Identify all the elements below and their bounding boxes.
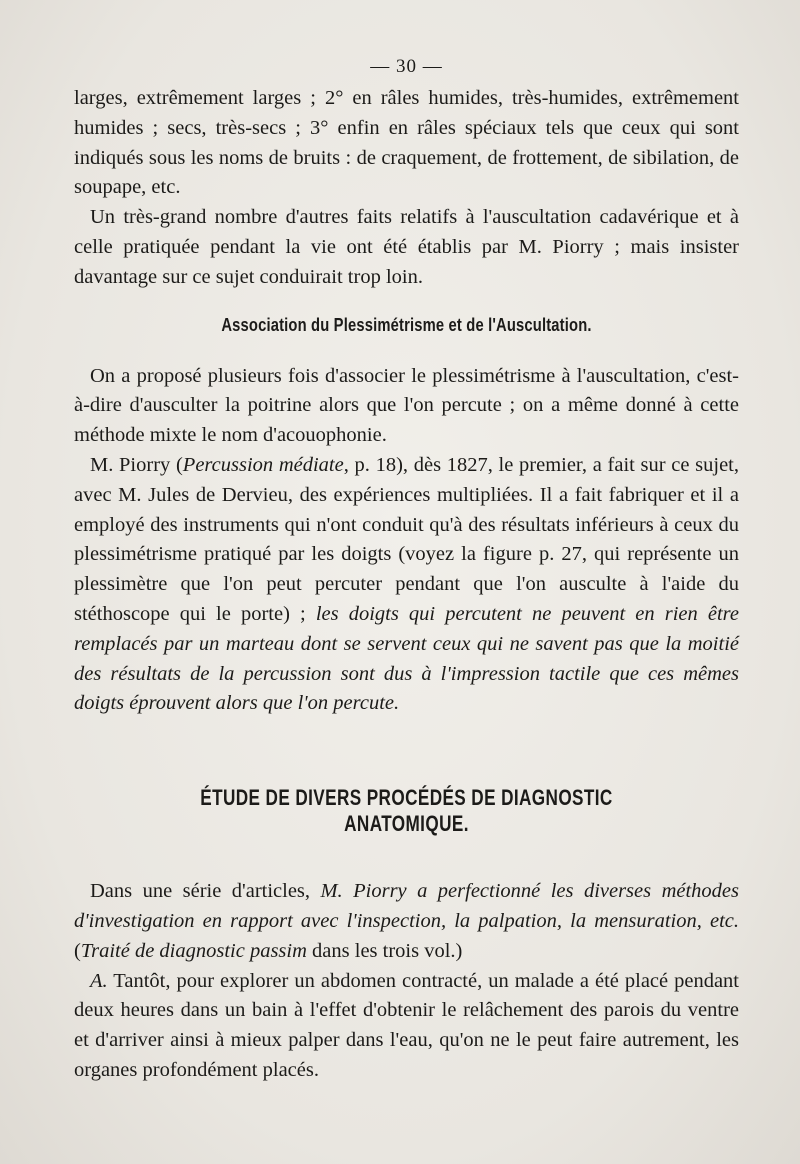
text-run: Dans une série d'articles, [90, 880, 321, 903]
italic-run: les doigts qui percutent ne peuvent en rien être remplacés par un marteau dont se servent ceux qui ne savent pas que la moitié des résultats de la percussion sont dus à l'impression tactile que ces mêmes doigts éprouvent alors que l'on percute. [74, 602, 739, 715]
section-heading-etude: ÉTUDE DE DIVERS PROCÉDÉS DE DIAGNOSTIC ANATOMIQUE. [200, 785, 613, 837]
section-heading-association: Association du Plessimétrisme et de l'Auscultation. [221, 314, 592, 335]
italic-run: M. Piorry a perfectionné les diverses méthodes d'investigation en rapport avec l'inspection, la palpation, la mensuration, etc. [74, 880, 739, 932]
paragraph-serie-articles [74, 877, 739, 966]
text-run: dans les trois vol.) [306, 939, 463, 962]
paragraph-acouophonie: On a proposé plusieurs fois d'associer le plessimétrisme à l'auscultation, c'est-à-dire d'ausculter la poitrine alors que l'on percute ; on a même donné à cette méthode mixte le nom d'acouophonie. [74, 364, 739, 447]
text-run: , p. 18), dès 1827, le premier, a fait sur ce sujet, avec M. Jules de Dervieu, des expériences multipliées. Il a fait fabriquer et il a employé des instruments qui n'ont conduit qu'à des résultats inférieurs à ceux du plessimétrisme pratiqué par les doigts (voyez la figure p. 27, qui représente un plessimètre que l'on peut percuter pendant que l'on ausculte à l'aide du stéthoscope qui le porte) ; [74, 453, 739, 625]
paragraph-abdomen [74, 967, 739, 1086]
text-run: ( [74, 939, 81, 962]
page-number: — 30 — [370, 56, 443, 77]
text-run: M. Piorry ( [90, 453, 183, 476]
paragraph-auscultation-cadaverique: Un très-grand nombre d'autres faits relatifs à l'auscultation cadavérique et à celle pratiquée pendant la vie ont été établis par M. Piorry ; mais insister davantage sur ce sujet conduirait trop loin. [74, 206, 739, 288]
italic-run: Percussion médiate [182, 453, 344, 476]
italic-run: A. [90, 969, 108, 992]
paragraph-rales: larges, extrêmement larges ; 2° en râles humides, très-humides, extrêmement humides ; secs, très-secs ; 3° enfin en râles spéciaux tels que ceux qui sont indiqués sous les noms de bruits : de craquement, de frottement, de sibilation, de soupape, etc. [74, 87, 739, 199]
page-content [74, 50, 739, 1086]
paragraph-piorry-experiences [74, 451, 739, 719]
italic-run: Traité de diagnostic passim [80, 939, 307, 962]
text-run: Tantôt, pour explorer un abdomen contracté, un malade a été placé pendant deux heures dans un bain à l'effet d'obtenir le relâchement des parois du ventre et d'arriver ainsi à mieux palper dans l'eau, qu'on ne le peut faire autrement, les organes profondément placés. [74, 969, 739, 1081]
